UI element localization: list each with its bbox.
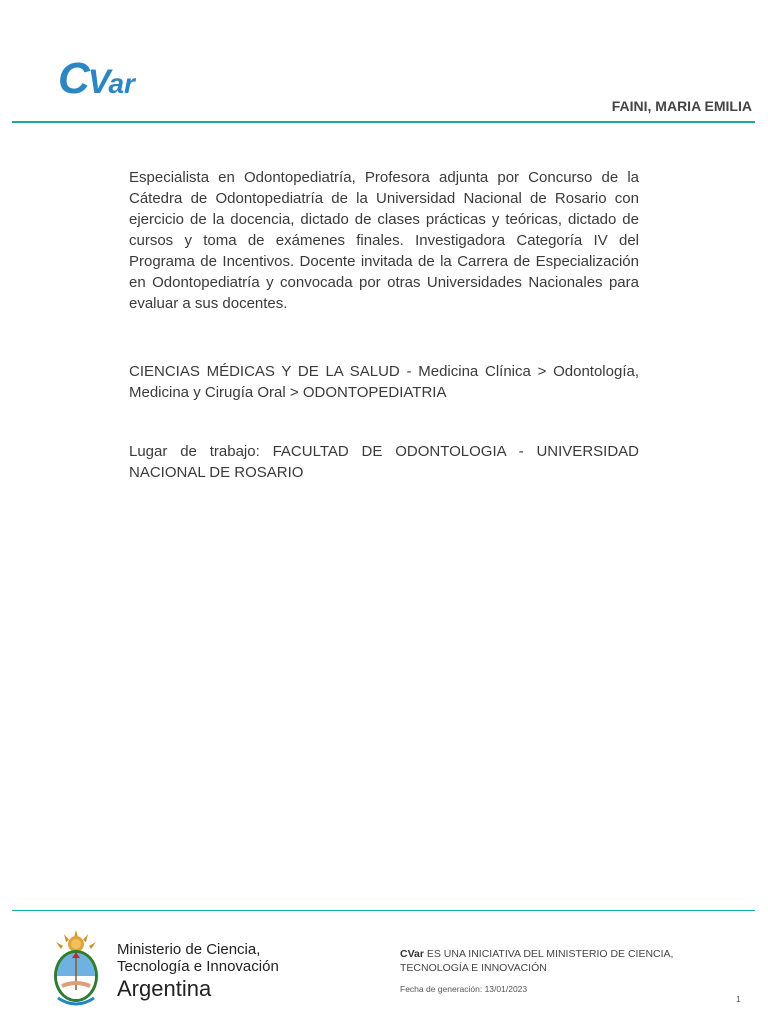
initiative-note — [400, 947, 673, 975]
logo-letter-v: V — [87, 63, 109, 101]
logo-letter-c: C — [58, 54, 88, 103]
ministry-line-2: Tecnología e Innovación — [117, 958, 279, 975]
initiative-brand: CVar — [400, 948, 424, 960]
initiative-line-1: ES UNA INICIATIVA DEL MINISTERIO DE CIENCIA, — [423, 948, 674, 960]
ministry-line-1: Ministerio de Ciencia, — [117, 941, 261, 958]
discipline-category: CIENCIAS MÉDICAS Y DE LA SALUD - Medicina Clínica > Odontología, Medicina y Cirugía Oral > ODONTOPEDIATRIA — [129, 363, 639, 401]
bio-paragraph: Especialista en Odontopediatría, Profesora adjunta por Concurso de la Cátedra de Odontopediatría de la Universidad Nacional de Rosario con ejercicio de la docencia, dictado de clases prácticas y teóricas, dictado de cursos y toma de exámenes finales. Investigadora Categoría IV del Programa de Incentivos. Docente invitada de la Carrera de Especialización en Odontopediatría y convocada por otras Universidades Nacionales para evaluar a sus docentes. — [129, 169, 639, 312]
workplace: Lugar de trabajo: FACULTAD DE ODONTOLOGIA - UNIVERSIDAD NACIONAL DE ROSARIO — [129, 443, 639, 481]
argentina-coat-of-arms-icon — [48, 928, 104, 1012]
ministry-logo-text — [117, 941, 279, 1002]
cvar-logo — [58, 54, 135, 104]
logo-letters-ar: ar — [108, 68, 135, 99]
footer-divider — [12, 910, 755, 911]
person-name: FAINI, MARIA EMILIA — [611, 98, 752, 114]
document-body — [129, 167, 639, 483]
country-name: Argentina — [117, 976, 212, 1001]
generation-date: Fecha de generación: 13/01/2023 — [400, 984, 528, 994]
page-number: 1 — [736, 994, 741, 1004]
initiative-line-2: TECNOLOGÍA E INNOVACIÓN — [400, 962, 547, 974]
header-divider — [12, 121, 755, 123]
